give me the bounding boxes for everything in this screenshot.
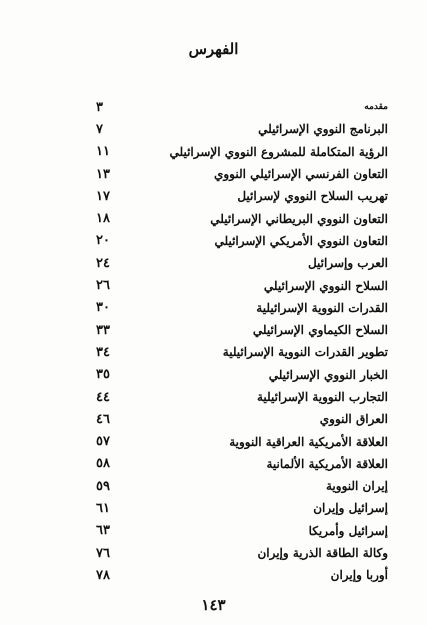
toc-entry-title: العرب وإسرائيل bbox=[307, 256, 388, 271]
toc-entry bbox=[96, 564, 388, 586]
toc-page-number: ١٣ bbox=[96, 166, 110, 182]
page-number: ١٤٣ bbox=[201, 596, 226, 614]
toc-entry bbox=[96, 297, 388, 319]
toc-entry-title: التعاون النووي الأمريكي الإسرائيلي bbox=[214, 233, 388, 248]
toc-page-number: ٢٠ bbox=[96, 233, 110, 249]
toc-page-number: ١١ bbox=[96, 144, 110, 160]
toc-entry-title: السلاح النووي الإسرائيلي bbox=[263, 278, 388, 293]
toc-entry-title: إسرائيل وإيران bbox=[313, 501, 388, 516]
toc-page-number: ٦٣ bbox=[96, 523, 110, 539]
toc-page-number: ٥٨ bbox=[96, 456, 110, 472]
toc-page-number: ٥٩ bbox=[96, 478, 110, 494]
toc-entry-title: البرنامج النووي الإسرائيلي bbox=[258, 122, 388, 137]
toc-page-number: ٣٥ bbox=[96, 367, 110, 383]
toc-entry-title: التعاون الفرنسي الإسرائيلي النووي bbox=[213, 167, 388, 182]
toc-entry-title: القدرات النووية الإسرائيلية bbox=[256, 300, 388, 315]
toc-page-number: ٦١ bbox=[96, 500, 110, 516]
toc-entry bbox=[96, 230, 388, 252]
toc-page-number: ١٨ bbox=[96, 211, 110, 227]
toc-entry-title: العراق النووي bbox=[319, 412, 388, 427]
toc-page-number: ٧٦ bbox=[96, 545, 110, 561]
toc-entry-title: تهريب السلاح النووي لإسرائيل bbox=[237, 189, 388, 204]
toc-entry bbox=[96, 96, 388, 118]
table-of-contents bbox=[96, 96, 388, 581]
toc-entry bbox=[96, 252, 388, 274]
toc-entry bbox=[96, 163, 388, 185]
toc-entry bbox=[96, 497, 388, 519]
toc-page-number: ٣٠ bbox=[96, 300, 110, 316]
toc-page-number: ٣ bbox=[96, 99, 103, 115]
toc-entry bbox=[96, 274, 388, 296]
toc-entry-title: وكالة الطاقة الذرية وإيران bbox=[257, 546, 388, 561]
toc-page-number: ٤٦ bbox=[96, 411, 110, 427]
toc-page-number: ٣٣ bbox=[96, 322, 110, 338]
toc-entry-title: الخبار النووي الإسرائيلي bbox=[268, 367, 388, 382]
toc-entry bbox=[96, 475, 388, 497]
toc-page-number: ٣٤ bbox=[96, 344, 110, 360]
toc-page-number: ٤٤ bbox=[96, 389, 110, 405]
toc-entry-title: إيران النووية bbox=[326, 479, 388, 494]
toc-page-number: ٢٦ bbox=[96, 278, 110, 294]
toc-page-number: ٧ bbox=[96, 121, 103, 137]
toc-entry-title: التجارب النووية الإسرائيلية bbox=[256, 390, 388, 404]
toc-entry bbox=[96, 364, 388, 386]
toc-entry bbox=[96, 141, 388, 163]
toc-entry bbox=[96, 341, 388, 363]
toc-page-number: ١٧ bbox=[96, 188, 110, 204]
toc-entry bbox=[96, 319, 388, 341]
toc-entry bbox=[96, 185, 388, 207]
toc-page-number: ٧٨ bbox=[96, 567, 110, 583]
toc-page-number: ٢٤ bbox=[96, 255, 110, 271]
toc-entry bbox=[96, 430, 388, 452]
toc-entry bbox=[96, 386, 388, 408]
toc-entry-title: التعاون النووي البريطاني الإسرائيلي bbox=[210, 211, 388, 226]
toc-entry bbox=[96, 118, 388, 140]
toc-entry bbox=[96, 542, 388, 564]
toc-entry bbox=[96, 207, 388, 229]
toc-entry-title: مقدمه bbox=[364, 102, 388, 113]
toc-page-number: ٥٧ bbox=[96, 434, 110, 450]
toc-entry-title: السلاح الكيماوي الإسرائيلي bbox=[252, 323, 388, 338]
toc-entry-title: إسرائيل وأمريكا bbox=[308, 523, 388, 538]
toc-entry-title: أوربا وإيران bbox=[330, 568, 388, 583]
toc-entry bbox=[96, 408, 388, 430]
toc-entry bbox=[96, 453, 388, 475]
page-title: الفهرس bbox=[188, 40, 239, 58]
toc-entry-title: تطوير القدرات النووية الإسرائيلية bbox=[222, 345, 388, 360]
toc-entry-title: العلاقة الأمريكية العراقية النووية bbox=[229, 434, 388, 449]
toc-entry-title: الرؤية المتكاملة للمشروع النووي الإسرائيلي bbox=[169, 144, 388, 159]
toc-entry bbox=[96, 520, 388, 542]
toc-entry-title: العلاقة الأمريكية الألمانية bbox=[266, 456, 388, 471]
